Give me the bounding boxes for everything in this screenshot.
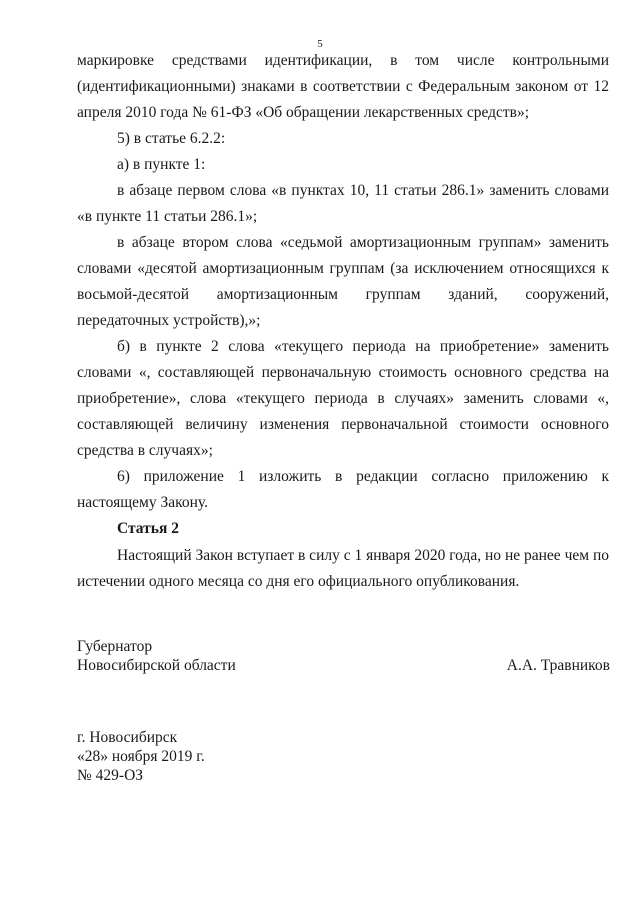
law-amendments-text [77, 48, 609, 516]
signature-title-line1: Губернатор [77, 638, 153, 655]
paragraph-continuation: маркировке средствами идентификации, в том числе контрольными (идентификационными) знаками в соответствии с Федеральным законом от 12 апреля 2010 года № 61-ФЗ «Об обращении лекарственных средств»; [77, 52, 609, 121]
signature-title [77, 637, 236, 675]
place-date-number [77, 728, 205, 785]
paragraph-item-6: 6) приложение 1 изложить в редакции согласно приложению к настоящему Закону. [77, 468, 609, 511]
place-city: г. Новосибирск [77, 729, 178, 746]
signature-name: А.А. Травников [506, 657, 610, 674]
signature-title-line2: Новосибирской области [77, 657, 236, 674]
paragraph-item-5: 5) в статье 6.2.2: [117, 130, 226, 147]
paragraph-subitem-a: а) в пункте 1: [117, 156, 206, 173]
paragraph-abzac-first: в абзаце первом слова «в пунктах 10, 11 статьи 286.1» заменить словами «в пункте 11 статьи 286.1»; [77, 182, 609, 225]
article-2-heading: Статья 2 [117, 520, 179, 537]
article-2-text: Настоящий Закон вступает в силу с 1 января 2020 года, но не ранее чем по истечении одного месяца со дня его официального опубликования. [77, 547, 609, 590]
document-date: «28» ноября 2019 г. [77, 748, 205, 765]
page-number: 5 [317, 38, 323, 50]
article-2-body [77, 543, 609, 595]
paragraph-subitem-b: б) в пункте 2 слова «текущего периода на приобретение» заменить словами «, составляющей первоначальную стоимость основного средства на приобретение», слова «текущего периода в случаях» заменить словами «, составляющей величину изменения первоначальной стоимости основного средства в случаях»; [77, 338, 609, 459]
document-number: № 429-ОЗ [77, 767, 144, 784]
paragraph-abzac-second: в абзаце втором слова «седьмой амортизационным группам» заменить словами «десятой амортизационным группам (за исключением относящихся к восьмой-десятой амортизационным группам зданий, сооружений, передаточных устройств),»; [77, 234, 609, 329]
